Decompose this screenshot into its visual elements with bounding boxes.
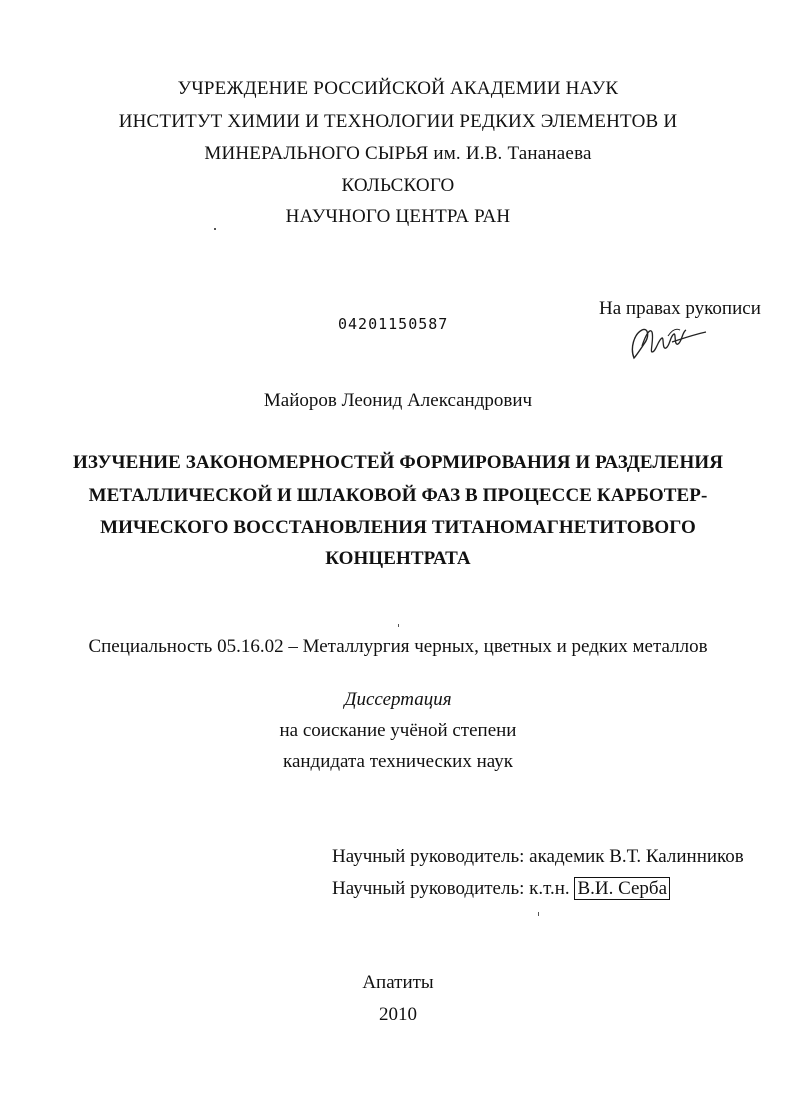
degree-line-1: на соискание учёной степени: [279, 720, 517, 741]
supervisor-2-name: В.И. Серба: [574, 877, 670, 900]
institution-line-3: МИНЕРАЛЬНОГО СЫРЬЯ им. И.В. Тананаева: [204, 143, 592, 164]
serial-number: 04201150587: [338, 315, 449, 333]
institution-line-2: ИНСТИТУТ ХИМИИ И ТЕХНОЛОГИИ РЕДКИХ ЭЛЕМЕНТОВ И: [118, 111, 678, 132]
manuscript-rights: На правах рукописи: [599, 298, 761, 319]
year: 2010: [379, 1004, 417, 1025]
degree-line-2: кандидата технических наук: [283, 751, 513, 772]
specialty: Специальность 05.16.02 – Металлургия черных, цветных и редких металлов: [88, 636, 708, 657]
title-line-2: МЕТАЛЛИЧЕСКОЙ И ШЛАКОВОЙ ФАЗ В ПРОЦЕССЕ КАРБОТЕР-: [88, 485, 708, 506]
city: Апатиты: [362, 972, 434, 993]
institution-line-5: НАУЧНОГО ЦЕНТРА РАН: [285, 206, 511, 227]
supervisor-1: Научный руководитель: академик В.Т. Калинников: [332, 846, 744, 867]
scan-speck: [398, 624, 399, 627]
document-type-label: Диссертация: [344, 689, 452, 710]
title-line-1: ИЗУЧЕНИЕ ЗАКОНОМЕРНОСТЕЙ ФОРМИРОВАНИЯ И РАЗДЕЛЕНИЯ: [72, 452, 724, 473]
scan-speck: [214, 228, 216, 230]
author-name: Майоров Леонид Александрович: [263, 390, 533, 411]
title-line-4: КОНЦЕНТРАТА: [325, 548, 471, 569]
institution-line-4: КОЛЬСКОГО: [341, 175, 455, 196]
supervisor-2-prefix: Научный руководитель: к.т.н.: [332, 878, 570, 899]
scan-speck: [538, 912, 539, 916]
title-line-3: МИЧЕСКОГО ВОССТАНОВЛЕНИЯ ТИТАНОМАГНЕТИТОВОГО: [100, 517, 696, 538]
institution-line-1: УЧРЕЖДЕНИЕ РОССИЙСКОЙ АКАДЕМИИ НАУК: [177, 78, 619, 99]
handwritten-signature: [628, 322, 708, 364]
supervisor-2: [332, 878, 670, 900]
